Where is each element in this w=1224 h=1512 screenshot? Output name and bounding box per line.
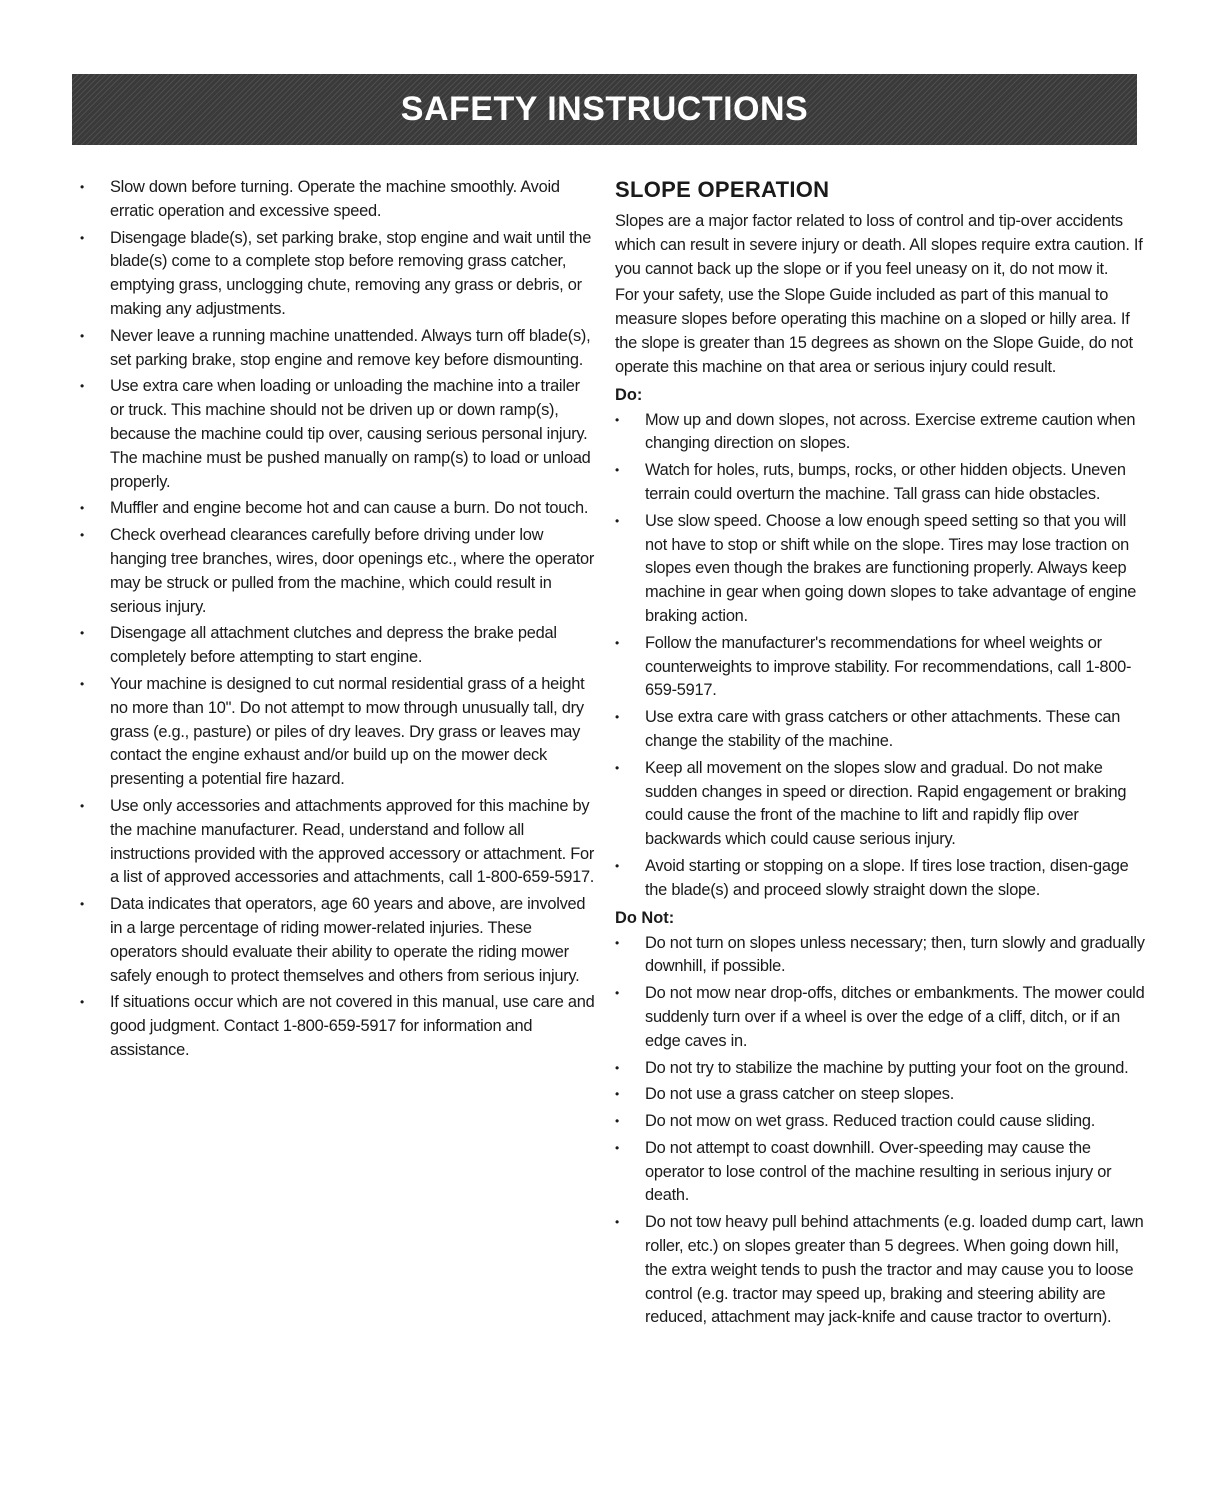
right-column (615, 176, 1145, 1333)
list-item: • Do not mow near drop-offs, ditches or embankments. The mower could suddenly turn over if a wheel is over the edge of a cliff, ditch, or if an edge caves in. (615, 982, 1145, 1053)
list-item: • Use only accessories and attachments approved for this machine by the machine manufacturer. Read, understand and follow all instructions provided with the approved accessory or attachment. For a list of approved accessories and attachments, call 1-800-659-5917. (80, 795, 595, 890)
list-item: • If situations occur which are not covered in this manual, use care and good judgment. Contact 1-800-659-5917 for information and assistance. (80, 991, 595, 1062)
list-item: • Avoid starting or stopping on a slope. If tires lose traction, disen-gage the blade(s) and proceed slowly straight down the slope. (615, 855, 1145, 903)
list-item: • Follow the manufacturer's recommendations for wheel weights or counterweights to improve stability. For recommendations, call 1-800-659-5917. (615, 632, 1145, 703)
do-bullet-list (615, 409, 1145, 903)
list-item: • Disengage all attachment clutches and depress the brake pedal completely before attempting to start engine. (80, 622, 595, 670)
list-item: • Do not turn on slopes unless necessary; then, turn slowly and gradually downhill, if possible. (615, 932, 1145, 980)
banner-title: SAFETY INSTRUCTIONS (400, 90, 809, 128)
list-item: • Do not tow heavy pull behind attachments (e.g. loaded dump cart, lawn roller, etc.) on slopes greater than 5 degrees. When going down hill, the extra weight tends to push the tractor and may cause you to loose control (e.g. tractor may speed up, braking and steering ability are reduced, attachment may jack-knife and cause tractor to overturn). (615, 1211, 1145, 1330)
left-column (80, 176, 595, 1066)
do-subheading: Do: (615, 385, 643, 404)
list-item: • Keep all movement on the slopes slow and gradual. Do not make sudden changes in speed or direction. Rapid engagement or braking could cause the front of the machine to lift and rapidly flip over backwards which could cause serious injury. (615, 757, 1145, 852)
list-item: • Check overhead clearances carefully before driving under low hanging tree branches, wires, door openings etc., where the operator may be struck or pulled from the machine, which could result in serious injury. (80, 524, 595, 619)
slope-intro-paragraph: Slopes are a major factor related to loss of control and tip-over accidents which can result in severe injury or death. All slopes require extra caution. If you cannot back up the slope or if you feel uneasy on it, do not mow it. (615, 212, 1143, 278)
list-item: • Data indicates that operators, age 60 years and above, are involved in a large percentage of riding mower-related injuries. These operators should evaluate their ability to operate the riding mower safely enough to protect themselves and others from serious injury. (80, 893, 595, 988)
do-not-subheading: Do Not: (615, 908, 675, 927)
list-item: • Use extra care when loading or unloading the machine into a trailer or truck. This machine should not be driven up or down ramp(s), because the machine could tip over, causing serious personal injury. The machine must be pushed manually on ramp(s) to load or unload properly. (80, 375, 595, 494)
list-item: • Disengage blade(s), set parking brake, stop engine and wait until the blade(s) come to a complete stop before removing grass catcher, emptying grass, unclogging chute, removing any grass or debris, or making any adjustments. (80, 227, 595, 322)
list-item: • Use extra care with grass catchers or other attachments. These can change the stability of the machine. (615, 706, 1145, 754)
list-item: • Do not use a grass catcher on steep slopes. (615, 1083, 1145, 1107)
left-bullet-list (80, 176, 595, 1063)
list-item: • Do not mow on wet grass. Reduced traction could cause sliding. (615, 1110, 1145, 1134)
list-item: • Your machine is designed to cut normal residential grass of a height no more than 10". Do not attempt to mow through unusually tall, dry grass (e.g., pasture) or piles of dry leaves. Dry grass or leaves may contact the engine exhaust and/or build up on the mower deck presenting a potential fire hazard. (80, 673, 595, 792)
list-item: • Slow down before turning. Operate the machine smoothly. Avoid erratic operation and excessive speed. (80, 176, 595, 224)
list-item: • Do not try to stabilize the machine by putting your foot on the ground. (615, 1057, 1145, 1081)
list-item: • Do not attempt to coast downhill. Over-speeding may cause the operator to lose control of the machine resulting in serious injury or death. (615, 1137, 1145, 1208)
list-item: • Mow up and down slopes, not across. Exercise extreme caution when changing direction on slopes. (615, 409, 1145, 457)
section-banner (72, 74, 1137, 145)
list-item: • Never leave a running machine unattended. Always turn off blade(s), set parking brake, stop engine and remove key before dismounting. (80, 325, 595, 373)
slope-operation-heading: SLOPE OPERATION (615, 177, 830, 202)
slope-guide-paragraph: For your safety, use the Slope Guide included as part of this manual to measure slopes before operating this machine on a sloped or hilly area. If the slope is greater than 15 degrees as shown on the Slope Guide, do not operate this machine on that area or serious injury could result. (615, 286, 1133, 376)
list-item: • Use slow speed. Choose a low enough speed setting so that you will not have to stop or shift while on the slope. Tires may lose traction on slopes even though the brakes are functioning properly. Always keep machine in gear when going down slopes to take advantage of engine braking action. (615, 510, 1145, 629)
list-item: • Watch for holes, ruts, bumps, rocks, or other hidden objects. Uneven terrain could overturn the machine. Tall grass can hide obstacles. (615, 459, 1145, 507)
list-item: • Muffler and engine become hot and can cause a burn. Do not touch. (80, 497, 595, 521)
do-not-bullet-list (615, 932, 1145, 1331)
